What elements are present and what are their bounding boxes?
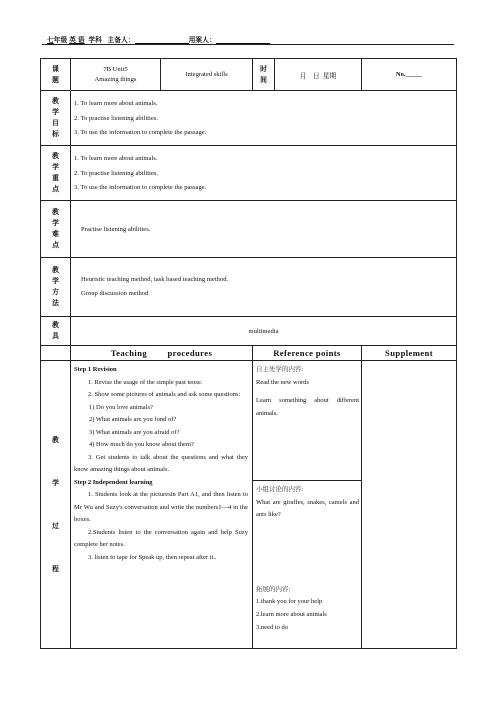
unit-text: 7B Unit5 [103,65,128,73]
key-point-item: 3. To use the information to complete the passage. [74,184,207,192]
step2-title: Step 2 Independent learning [74,478,153,486]
step1-item: 1. Revise the usage of the simple past tense. [88,378,203,386]
question-item: 4) How much do you know about them? [89,441,194,448]
user-label: 用案人： [188,37,216,44]
group-extension-cell [253,481,362,649]
difficulties-row [41,201,457,258]
procedure-row-upper [41,361,457,481]
spacer [256,522,359,584]
process-label [41,361,71,649]
self-study-item: Read the new words [256,378,309,386]
time-label: 时 间 [253,59,275,91]
preparer-label: 主备人： [107,37,135,44]
grade-value: 七 [47,37,54,44]
step1-item: 3. Get students to talk about the questions and what they know amazing things about animals. [74,453,248,473]
section-cell: Integrated skills [161,59,253,91]
key-points-row [41,146,457,201]
question-item: 3) What animals are you afraid of? [89,428,180,436]
teaching-procedures-header: Teaching procedures [71,346,253,361]
step2-item: 1. Students look at the picturesin Part A1, and then listen to Mr Wu and Suzy's conversation and write the numbers1—4 in the boxes. [74,491,248,523]
subject-value: 英 语 [69,37,85,44]
process-char: 教 [52,436,59,444]
objective-item: 1. To learn more about animals. [74,100,158,108]
unit-cell [71,59,161,91]
extension-item: 2.learn more about animals [256,610,327,618]
objective-item: 3. To use the information to complete the passage. [74,129,207,137]
extension-item: 1.thank you for your help [256,598,323,606]
key-points-content [71,146,457,201]
group-discussion-item: What are giraffes, snakes, camels and ants like? [256,498,359,519]
header-rule [42,44,454,45]
supplement-header: Supplement [362,346,457,361]
number-cell: No._____ [362,59,457,91]
self-study-cell [253,361,362,481]
key-point-item: 1. To learn more about animals. [74,155,158,163]
group-discussion-label: 小组讨论的内容: [256,486,304,493]
grade-suffix: 年级 [53,37,68,44]
question-item: 1) Do you love animals? [89,403,153,411]
methods-row [41,258,457,317]
procedure-header-blank [41,346,71,361]
step2-item: 2.Students listen to the conversation again and help Suzy complete her notes. [74,528,248,548]
step2-item: 3. listen to tape for Speak up, then repeat after it.. [88,553,217,561]
step1-title: Step 1 Revision [74,366,117,373]
aids-row [41,317,457,346]
self-study-item: Learn something about different animals. [256,397,359,417]
extension-label: 拓展的内容: [256,585,291,593]
key-points-label: 教 学 重 点 [41,146,71,201]
process-char: 学 [52,479,59,487]
supplement-content [362,361,457,649]
preparer-blank[interactable] [135,36,189,44]
topic-text: Amazing things [94,75,137,83]
aids-label: 教 具 [41,317,71,346]
reference-points-header: Reference points [253,346,362,361]
teaching-procedures-content [71,361,253,649]
key-point-item: 2. To practise listening abilities. [74,169,159,177]
self-study-label: 自主先学的内容: [256,366,304,373]
aids-content: multimedia [71,317,457,346]
difficulties-content: Practise listening abilities. [71,201,457,258]
methods-label: 教 学 方 法 [41,258,71,317]
question-item: 2) What animals are you fond of? [89,416,177,423]
method-item: Heuristic teaching method, task based teaching method. [81,275,229,283]
procedure-header-row [41,346,457,361]
lesson-plan-table [40,58,457,649]
difficulties-label: 教 学 难 点 [41,201,71,258]
methods-content [71,258,457,317]
objective-item: 2. To practise listening abilities. [74,114,159,122]
date-cell: 月 日 星期 [275,59,362,91]
objectives-content [71,91,457,146]
document-header [47,34,270,44]
title-label: 课 题 [41,59,71,91]
lesson-title-row [41,59,457,91]
objectives-row [41,91,457,146]
step1-item: 2. Show some pictures of animals and ask some questions: [88,391,241,398]
process-char: 过 [52,522,59,530]
process-char: 程 [52,565,59,573]
method-item: Group discussion method [81,290,149,297]
extension-item: 3.need to do [256,623,288,631]
user-blank[interactable] [216,36,270,44]
subject-suffix: 学科 [88,37,102,44]
objectives-label: 教 学 目 标 [41,91,71,146]
